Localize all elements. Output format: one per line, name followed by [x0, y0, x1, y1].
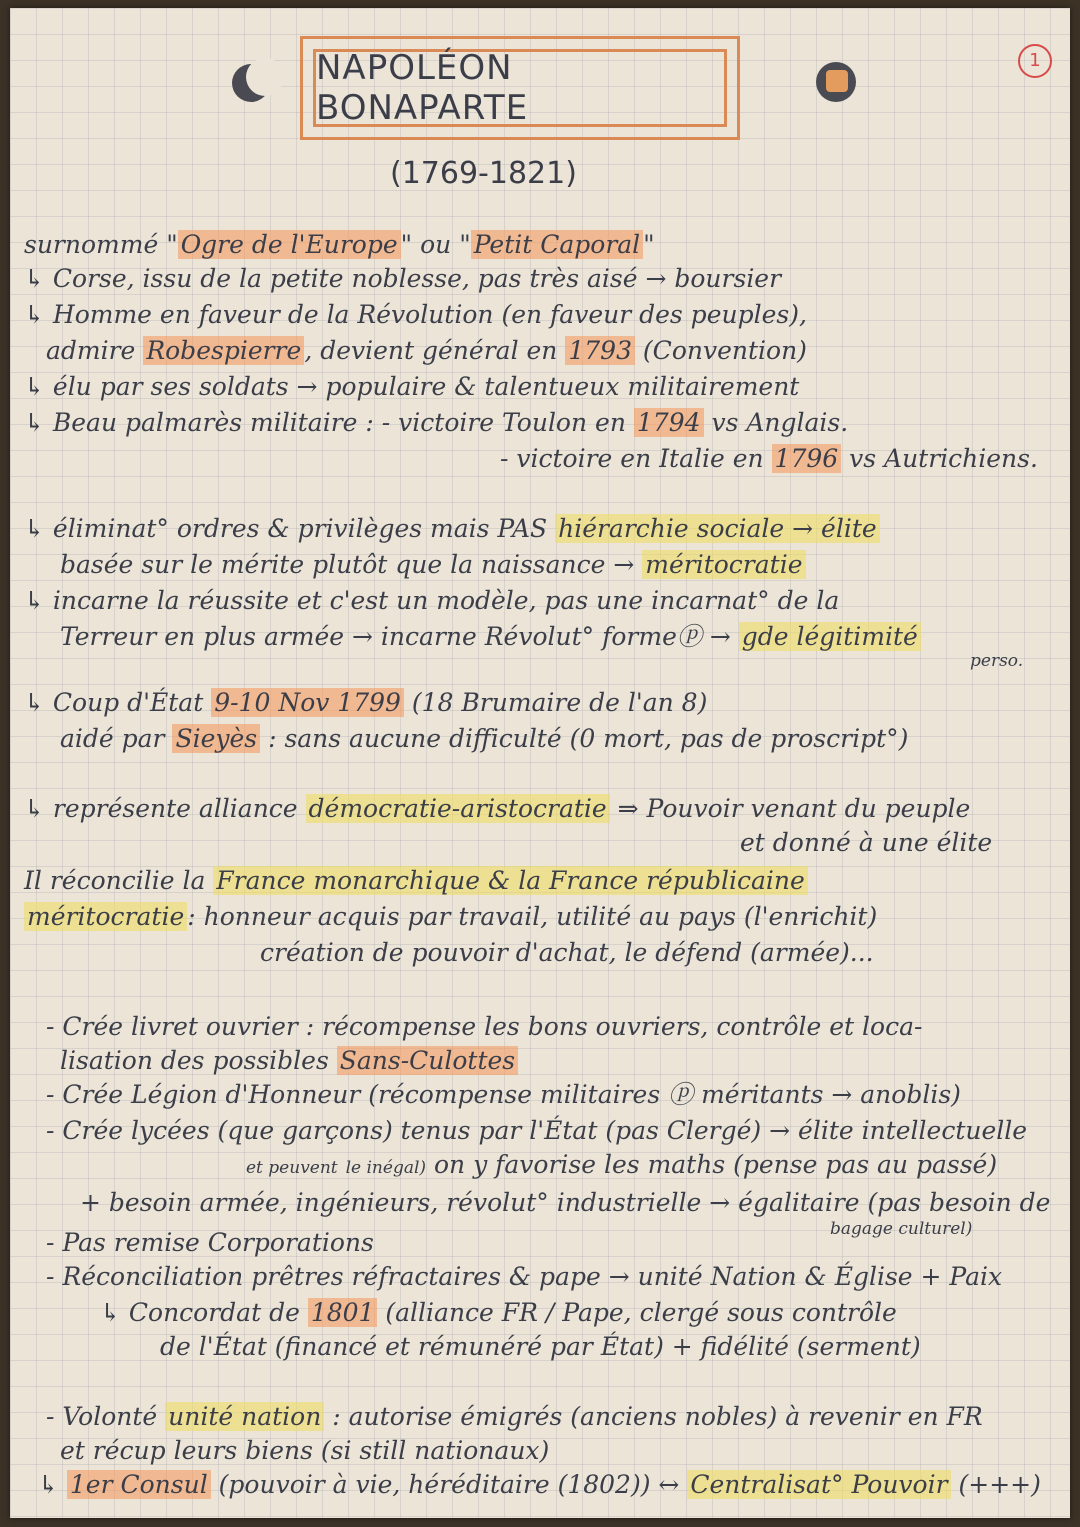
highlight: France monarchique & la France républicaine: [213, 866, 807, 895]
note-line: création de pouvoir d'achat, le défend (armée)...: [260, 938, 874, 967]
note-line: lisation des possibles Sans-Culottes: [60, 1046, 518, 1076]
highlight: Robespierre: [143, 336, 304, 365]
note-line: - Pas remise Corporations: [46, 1228, 374, 1257]
note-line: ↳ représente alliance démocratie-aristocratie ⇒ Pouvoir venant du peuple: [24, 794, 971, 823]
note-line: ↳ incarne la réussite et c'est un modèle, pas une incarnat° de la: [24, 586, 840, 615]
highlight: Centralisat° Pouvoir: [687, 1470, 950, 1499]
highlight: méritocratie: [642, 550, 805, 579]
note-line: Terreur en plus armée → incarne Révolut° formeⓟ → gde légitimité: [60, 622, 921, 652]
note-line: aidé par Sieyès : sans aucune difficulté (0 mort, pas de proscript°): [60, 724, 909, 753]
highlight: 1801: [308, 1298, 378, 1327]
note-line: méritocratie : honneur acquis par travail, utilité au pays (l'enrichit): [24, 902, 877, 932]
note-line: ↳ Coup d'État 9-10 Nov 1799 (18 Brumaire de l'an 8): [24, 688, 708, 717]
highlight: 1796: [772, 444, 842, 473]
title-frame: [300, 36, 740, 140]
note-line: et donné à une élite: [740, 828, 993, 857]
note-line: ↳ Homme en faveur de la Révolution (en faveur des peuples),: [24, 300, 807, 329]
page-number: 1: [1018, 44, 1052, 78]
note-line: et récup leurs biens (si still nationaux): [60, 1436, 550, 1465]
note-line: - Réconciliation prêtres réfractaires & pape → unité Nation & Église + Paix: [46, 1262, 1003, 1291]
highlight: unité nation: [165, 1402, 324, 1431]
highlight: Sieyès: [172, 724, 260, 753]
highlight: gde légitimité: [739, 622, 921, 651]
highlight: 1793: [565, 336, 635, 365]
highlight: 1794: [634, 408, 704, 437]
highlight: 1er Consul: [67, 1470, 211, 1499]
note-line: - Crée Légion d'Honneur (récompense militaires ⓟ méritants → anoblis): [46, 1080, 961, 1109]
note-line: basée sur le mérite plutôt que la naissance → méritocratie: [60, 550, 806, 580]
moon-doodle-icon: [232, 64, 270, 102]
note-line: - Crée livret ouvrier : récompense les bons ouvriers, contrôle et loca-: [46, 1012, 923, 1041]
highlight: 9-10 Nov 1799: [211, 688, 404, 717]
note-line: ↳ Beau palmarès militaire : - victoire Toulon en 1794 vs Anglais.: [24, 408, 849, 437]
note-line: Il réconcilie la France monarchique & la France républicaine: [24, 866, 808, 896]
notebook-page: [10, 8, 1070, 1518]
highlight: démocratie-aristocratie: [306, 794, 610, 823]
note-line: - Volonté unité nation : autorise émigrés (anciens nobles) à revenir en FR: [46, 1402, 983, 1431]
note-line: ↳ élu par ses soldats → populaire & talentueux militairement: [24, 372, 800, 401]
lifespan-dates: (1769-1821): [390, 156, 577, 191]
note-line: ↳ éliminat° ordres & privilèges mais PAS hiérarchie sociale → élite: [24, 514, 880, 544]
highlight: Ogre de l'Europe: [178, 230, 401, 259]
note-line: admire Robespierre , devient général en 1793 (Convention): [46, 336, 807, 365]
note-line: + besoin armée, ingénieurs, révolut° industrielle → égalitaire (pas besoin de: [80, 1188, 1051, 1217]
highlight: Petit Caporal: [471, 230, 643, 259]
note-line: ↳ 1er Consul (pouvoir à vie, héréditaire (1802)) ↔ Centralisat° Pouvoir (+++): [38, 1470, 1041, 1499]
highlight: Sans-Culottes: [337, 1046, 518, 1075]
highlight: hiérarchie sociale → élite: [555, 514, 880, 543]
note-line: surnommé " Ogre de l'Europe " ou " Petit Caporal ": [24, 230, 655, 259]
highlight: méritocratie: [24, 902, 187, 931]
note-line: - victoire en Italie en 1796 vs Autrichiens.: [500, 444, 1038, 473]
moon-doodle-icon: [816, 62, 856, 102]
note-line: bagage culturel): [830, 1219, 973, 1239]
page-title: NAPOLÉON BONAPARTE: [316, 48, 529, 128]
note-line: perso.: [970, 651, 1024, 671]
note-line: de l'État (financé et rémunéré par État) + fidélité (serment): [160, 1332, 921, 1361]
note-line: - Crée lycées (que garçons) tenus par l'État (pas Clergé) → élite intellectuelle: [46, 1116, 1028, 1145]
note-line: ↳ Corse, issu de la petite noblesse, pas très aisé → boursier: [24, 264, 782, 293]
note-line: ↳ Concordat de 1801 (alliance FR / Pape, clergé sous contrôle: [100, 1298, 897, 1327]
note-line: et peuvent le inégal) on y favorise les maths (pense pas au passé): [246, 1150, 998, 1179]
